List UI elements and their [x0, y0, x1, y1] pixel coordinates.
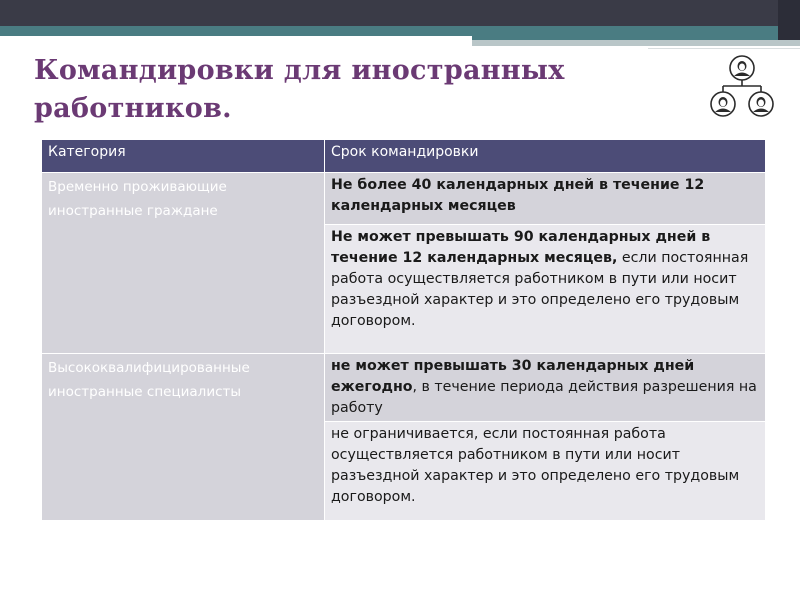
- table-row: [42, 173, 766, 225]
- term-text: если постоянная работа осуществляется работником в пути или носит разъездной характер и это определено его трудовым договором.: [331, 250, 749, 330]
- org-chart-people-icon: [706, 54, 778, 122]
- term-cell: [325, 173, 766, 225]
- slide-title: [34, 52, 674, 128]
- term-bold: Не может превышать 90 календарных дней в течение 12 календарных месяцев,: [331, 229, 711, 267]
- top-decor-stripe: [472, 40, 800, 46]
- term-cell: [325, 354, 766, 422]
- term-text: , в течение периода действия разрешения на работу: [331, 379, 757, 416]
- header-category: Категория: [42, 140, 325, 173]
- term-bold: не может превышать 30 календарных дней ежегодно: [331, 358, 695, 395]
- title-line-1: Командировки для иностранных: [34, 55, 565, 86]
- business-trip-table: [41, 139, 766, 521]
- table-row: [42, 354, 766, 422]
- category-cell: Временно проживающие иностранные граждане: [42, 173, 325, 354]
- term-text: не ограничивается, если постоянная работа осуществляется работником в пути или носит разъездной характер и это определено его трудовым договором.: [331, 426, 740, 505]
- term-cell: [325, 422, 766, 521]
- top-decor-corner: [778, 0, 800, 40]
- term-bold: Не более 40 календарных дней в течение 12 календарных месяцев: [331, 177, 705, 214]
- table-header-row: [42, 140, 766, 173]
- header-term: Срок командировки: [325, 140, 766, 173]
- top-decor-bar-dark: [0, 0, 800, 26]
- term-cell: [325, 225, 766, 354]
- top-decor-gap: [0, 36, 472, 40]
- title-line-2: работников.: [34, 93, 232, 124]
- category-cell: Высококвалифицированные иностранные специалисты: [42, 354, 325, 521]
